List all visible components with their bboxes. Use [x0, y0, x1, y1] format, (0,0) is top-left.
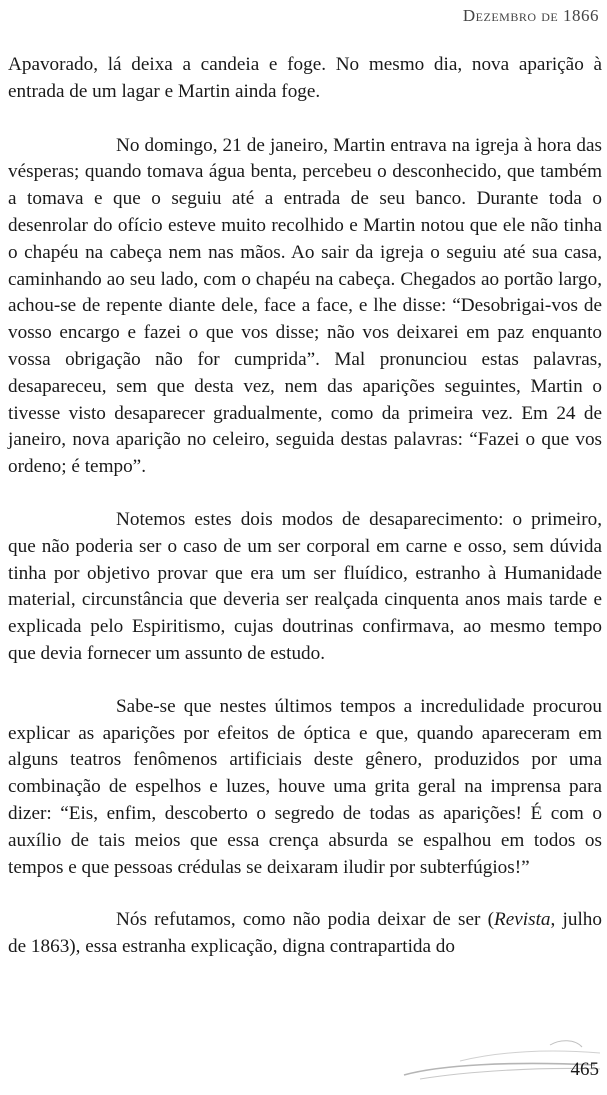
paragraph-1: Apavorado, lá deixa a candeia e foge. No mesmo dia, nova aparição à entrada de um lagar e Martin ainda foge.: [8, 54, 602, 102]
page-number: 465: [570, 1059, 599, 1080]
paragraph-5-text-end: , julho de 1863), essa estranha explicação, digna contrapartida do: [8, 909, 602, 958]
page-body: [8, 52, 602, 961]
paragraph-5-italic-title: Revista: [494, 909, 551, 931]
paragraph-2: No domingo, 21 de janeiro, Martin entrava na igreja à hora das vésperas; quando tomava água benta, percebeu o desconhecido, que também a tomava e que o seguiu até a entrada de seu banco. Durante toda o desenrolar do ofício esteve muito recolhido e Martin notou que ele não tinha o chapéu na cabeça nem nas mãos. Ao sair da igreja o seguiu até sua casa, caminhando ao seu lado, com o chapéu na cabeça. Chegados ao portão largo, achou-se de repente diante dele, face a face, e lhe disse: “Desobrigai-vos de vosso encargo e fazei o que vos disse; não vos deixarei em paz enquanto vossa obrigação não for cumprida”. Mal pronunciou estas palavras, desapareceu, sem que desta vez, nem das aparições seguintes, Martin o tivesse visto desaparecer gradualmente, como da primeira vez. Em 24 de janeiro, nova aparição no celeiro, seguida destas palavras: “Fazei o que vos ordeno; é tempo”.: [8, 134, 602, 478]
paragraph-5-text-start: Nós refutamos, como não podia deixar de ser (: [116, 909, 495, 931]
running-head-title: Dezembro de 1866: [462, 6, 599, 25]
paragraph-3: Notemos estes dois modos de desaparecimento: o primeiro, que não poderia ser o caso de um ser corporal em carne e osso, sem dúvida tinha por objetivo provar que era um ser fluídico, estranho à Humanidade material, circunstância que deveria ser realçada cinquenta anos mais tarde e explicada pelo Espiritismo, cujas doutrinas confirmava, ao mesmo tempo que devia fornecer um assunto de estudo.: [8, 508, 602, 664]
paragraph-5: [8, 907, 602, 961]
paragraph-4: Sabe-se que nestes últimos tempos a incredulidade procurou explicar as aparições por efeitos de óptica e que, quando apareceram em alguns teatros fenômenos artificiais deste gênero, produzidos por uma combinação de espelhos e luzes, houve uma grita geral na imprensa para dizer: “Eis, enfim, descoberto o segredo de todas as aparições! É com o auxílio de tais meios que essa crença absurda se espalhou em todos os tempos e que pessoas crédulas se deixaram iludir por subterfúgios!”: [8, 695, 602, 878]
